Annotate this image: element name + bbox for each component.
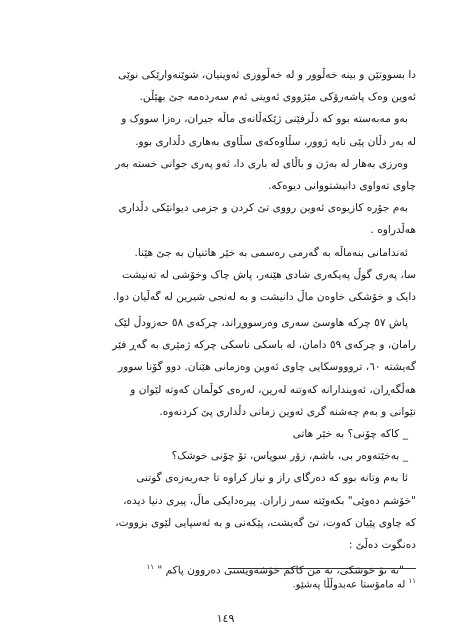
text-line: گەیشتە ٦٠، تروووسکایی چاوی ئەوین وەزمانی هێنان. دوو گۆنا سوور	[118, 361, 416, 374]
dialogue-line: _ بەخێتەوەر بی، باشم، زۆر سوپاس، تۆ چۆنی خوشک؟	[171, 450, 408, 463]
text-line: ئا بەم وتانە بوو کە دەرگای راز و نیاز کراوە تا جەربەزەی گوتنی	[136, 472, 408, 485]
text-line: نێوانی و بەم چەشنە گری ئەوین زمانی دڵداری پێ کردنەوە.	[159, 405, 416, 418]
dialogue-line: _ کاکە چۆنی؟ بە خێر هاتی	[292, 428, 408, 441]
text-block-top	[38, 64, 416, 308]
footnote-marker: ١١	[146, 563, 154, 572]
text-line: چاوی تەواوی دانیشتووانی دیوەکە.	[268, 180, 416, 193]
text-line: رامان، و چرکەی ٥٩ دامان، لە باسکی ناسکی چرکە ژمێری بە گەڕ فێر	[112, 339, 416, 352]
footnote-number: ١١	[408, 577, 416, 585]
text-line: دایک و خۆشکی خاوەن ماڵ دانیشت و بە لەنجی شیرین لە گەڵیان دوا.	[112, 291, 416, 304]
text-line: پاش ٥٧ چرکە هاوسێ سەری وەرسووڕاند، چرکەی ٥٨ حەزودڵ لێک	[114, 317, 408, 329]
text-line: "خۆشم دەوێی" بکەوێتە سەر زاران. پیرەدایکی ماڵ، پیری دنیا دیدە،	[123, 494, 416, 507]
verse-text: "نە تۆ خوشکی، نە من کاکم خۆشەویستی دەروون پاکم "	[157, 564, 404, 577]
text-line: ئەوین وەک پاشەرۆکی مێژووی ئەوینی ئەم سەردەمە جێ بهێڵن.	[139, 91, 416, 104]
text-line: کە چاوی پێیان کەوت، تێ گەیشت، پێکەنی و بە ئەسپایی لێوی بزووت،	[115, 516, 416, 529]
text-block-bottom	[38, 312, 416, 582]
text-line: سا، پەری گوڵ پەیکەری شادی هێنەر، پاش چاک وخۆشی لە تەنیشت	[121, 268, 416, 281]
text-line: بەو مەبەستە بوو کە دڵرفێنی ژێکەڵانەی ماڵە جیران، رەزا سووک و	[121, 113, 408, 126]
footnote	[38, 573, 416, 593]
page-number: ١٤٩	[216, 612, 235, 625]
text-line: بەم جۆرە کازیوەی ئەوین رووی تێ کردن و جزمی دیوانێکی دڵداری	[118, 202, 408, 215]
text-line: دەنگوت دەڵێ :	[348, 539, 416, 552]
text-line: لە بەر دڵان پێی نایە ژوور، سڵاوەکەی سڵاوی بەهاری دڵداری بوو.	[135, 135, 416, 148]
footnote-text: لە مامۆستا عەبدوڵڵا پەشێو.	[292, 579, 406, 591]
text-line: هەڵدراوە .	[370, 224, 416, 237]
text-line: وەرزی بەهار لە بەژن و باڵای لە باری دا، ئەو پەری جوانی خستە بەر	[115, 157, 408, 170]
text-line: ئەندامانی بنەماڵە بە گەرمی رەسمی بە خێر هاتنیان بە جێ هێنا.	[134, 246, 408, 259]
text-line: هەڵگەڕان، ئەویندارانە کەوتنە لەرین، لەرەی کوڵمان کەوتە لێوان و	[130, 383, 416, 396]
footnote-divider	[228, 568, 416, 569]
text-line: دا بسووتێن و بینە خەڵوور و لە خەڵووزی ئەوینیان، شوێنەوارێکی نوێی	[118, 69, 416, 81]
